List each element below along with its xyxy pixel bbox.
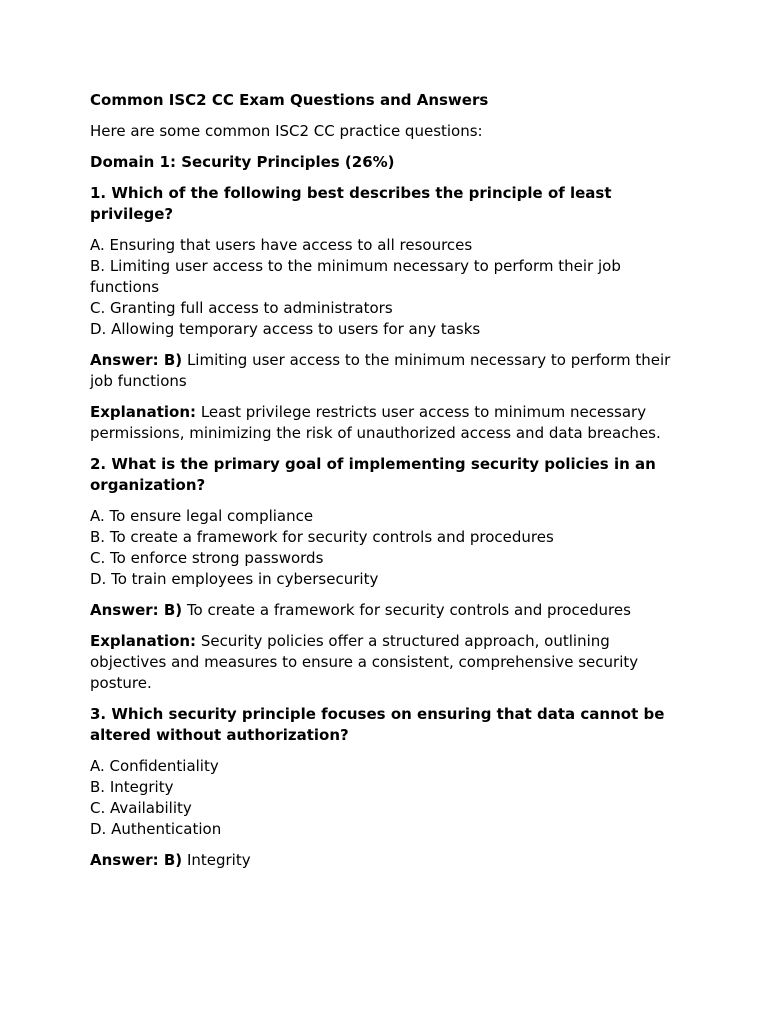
answer-text: To create a framework for security controls and procedures — [186, 601, 631, 619]
document-title: Common ISC2 CC Exam Questions and Answers — [90, 91, 489, 109]
domain-heading: Domain 1: Security Principles (26%) — [90, 153, 395, 171]
option-d: D. Allowing temporary access to users for any tasks — [90, 320, 481, 338]
question-block-3 — [90, 704, 682, 871]
answer-line — [90, 850, 682, 871]
answer-line — [90, 600, 682, 621]
option-b: B. To create a framework for security controls and procedures — [90, 528, 554, 546]
intro-text: Here are some common ISC2 CC practice questions: — [90, 122, 483, 140]
answer-label: Answer: B) — [90, 851, 183, 869]
option-a: A. Ensuring that users have access to all resources — [90, 236, 473, 254]
answer-line — [90, 350, 682, 392]
option-list — [90, 756, 682, 840]
explanation-label: Explanation: — [90, 632, 197, 650]
answer-label: Answer: B) — [90, 601, 183, 619]
explanation-text: Security policies offer a structured approach, outlining objectives and measures to ensure a consistent, comprehensive security posture. — [90, 632, 639, 692]
option-a: A. Confidentiality — [90, 757, 219, 775]
option-list — [90, 506, 682, 590]
option-c: C. To enforce strong passwords — [90, 549, 324, 567]
option-c: C. Availability — [90, 799, 192, 817]
option-d: D. Authentication — [90, 820, 222, 838]
option-b: B. Limiting user access to the minimum necessary to perform their job functions — [90, 257, 621, 296]
option-b: B. Integrity — [90, 778, 174, 796]
question-text: 3. Which security principle focuses on ensuring that data cannot be altered without authorization? — [90, 705, 665, 744]
answer-label: Answer: B) — [90, 351, 183, 369]
option-d: D. To train employees in cybersecurity — [90, 570, 379, 588]
answer-text: Limiting user access to the minimum necessary to perform their job functions — [90, 351, 671, 390]
question-text: 2. What is the primary goal of implementing security policies in an organization? — [90, 455, 656, 494]
question-block-1 — [90, 183, 682, 444]
explanation-label: Explanation: — [90, 403, 197, 421]
answer-text: Integrity — [186, 851, 251, 869]
option-list — [90, 235, 682, 340]
question-text: 1. Which of the following best describes the principle of least privilege? — [90, 184, 612, 223]
document-content — [90, 90, 682, 881]
question-block-2 — [90, 454, 682, 694]
explanation-text: Least privilege restricts user access to minimum necessary permissions, minimizing the risk of unauthorized access and data breaches. — [90, 403, 661, 442]
option-c: C. Granting full access to administrators — [90, 299, 393, 317]
explanation-line — [90, 402, 682, 444]
explanation-line — [90, 631, 682, 694]
option-a: A. To ensure legal compliance — [90, 507, 314, 525]
